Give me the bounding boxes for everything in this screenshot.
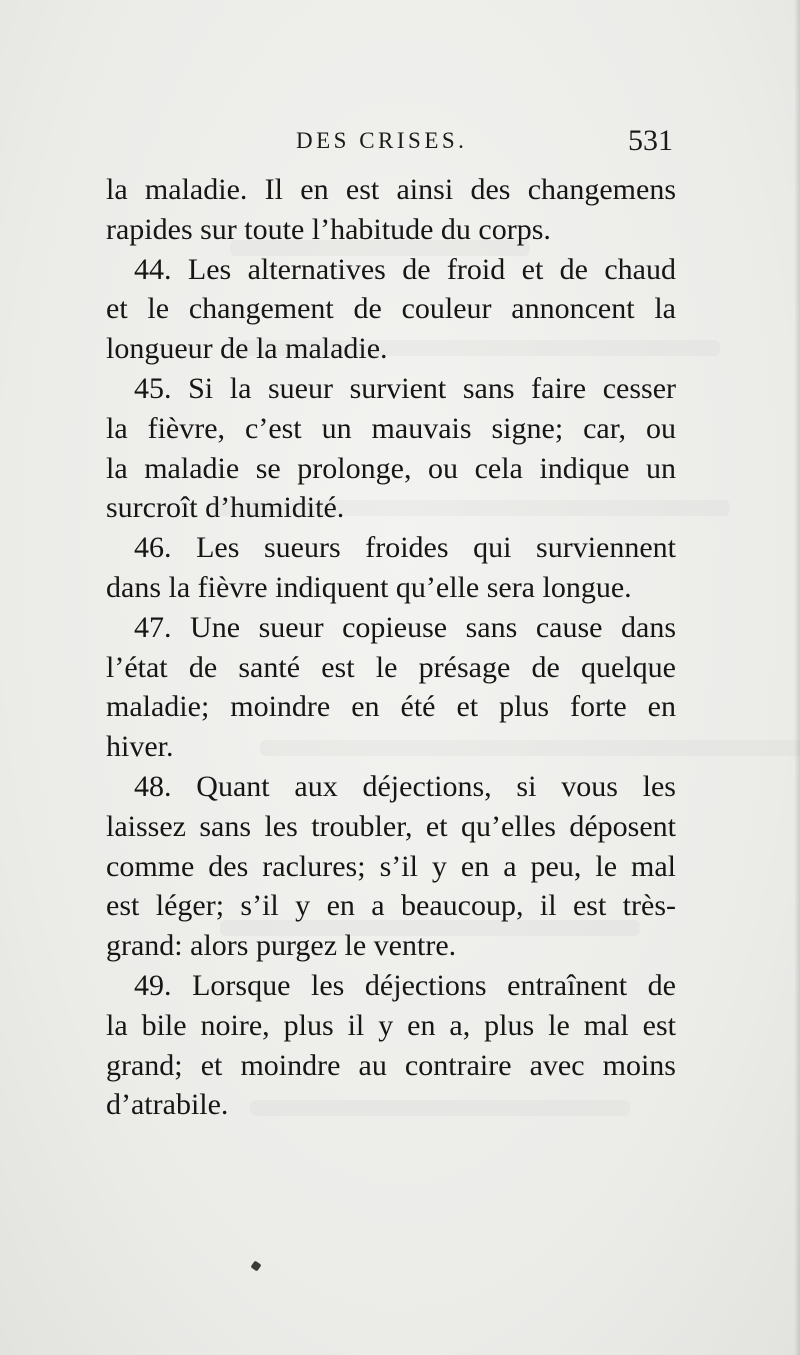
text-line: est léger; s’il y en a beaucoup, il est très- xyxy=(106,889,676,923)
text-line: la maladie. Il en est ainsi des changemens xyxy=(106,173,676,206)
text-line: surcroît d’humidité. xyxy=(106,491,345,525)
text-line: 47. Une sueur copieuse sans cause dans xyxy=(134,610,676,644)
text-line: 49. Lorsque les déjections entraînent de xyxy=(134,968,676,1002)
body-text xyxy=(106,170,676,1125)
page-header xyxy=(0,124,800,168)
text-line: d’atrabile. xyxy=(106,1088,229,1122)
text-line: la fièvre, c’est un mauvais signe; car, ou xyxy=(106,411,676,445)
page-number: 531 xyxy=(628,124,673,157)
text-line: longueur de la maladie. xyxy=(106,332,388,366)
text-line: comme des raclures; s’il y en a peu, le mal xyxy=(106,849,676,883)
text-line: 44. Les alternatives de froid et de chaud xyxy=(134,252,676,286)
text-line: hiver. xyxy=(106,730,174,764)
text-line: la maladie se prolonge, ou cela indique un xyxy=(106,451,676,485)
text-line: la bile noire, plus il y en a, plus le mal est xyxy=(106,1008,676,1042)
text-line: l’état de santé est le présage de quelque xyxy=(106,650,676,684)
text-line: grand; et moindre au contraire avec moins xyxy=(106,1048,676,1082)
text-line: 45. Si la sueur survient sans faire cesser xyxy=(134,371,676,405)
page-edge-shadow xyxy=(794,0,800,1355)
text-line: dans la fièvre indiquent qu’elle sera longue. xyxy=(106,570,632,604)
text-line: laissez sans les troubler, et qu’elles déposent xyxy=(106,809,676,843)
text-line: 48. Quant aux déjections, si vous les xyxy=(134,769,676,803)
ink-speck xyxy=(250,1260,261,1271)
text-line: et le changement de couleur annoncent la xyxy=(106,292,676,326)
text-line: rapides sur toute l’habitude du corps. xyxy=(106,212,551,246)
text-line: maladie; moindre en été et plus forte en xyxy=(106,690,676,724)
text-line: 46. Les sueurs froides qui surviennent xyxy=(134,531,676,565)
running-head: DES CRISES. xyxy=(296,128,468,153)
text-line: grand: alors purgez le ventre. xyxy=(106,929,457,963)
